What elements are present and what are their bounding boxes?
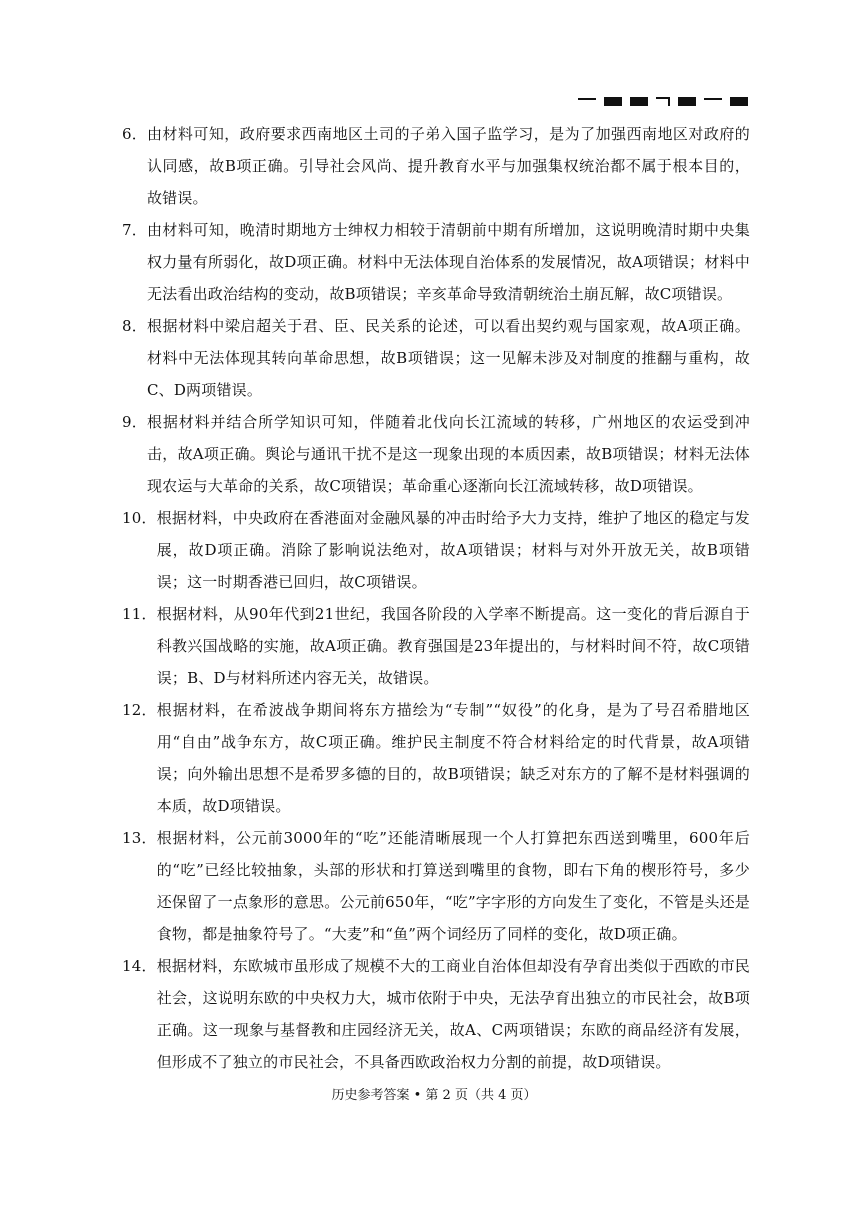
mark-hook bbox=[656, 97, 670, 106]
answer-text: 根据材料，公元前3000年的“吃”还能清晰展现一个人打算把东西送到嘴里，600年后的“吃”已经比较抽象，头部的形状和打算送到嘴里的食物，即右下角的楔形符号，多少还保留了一点象形的意思。公元前650年，“吃”字字形的方向发生了变化，不管是头还是食物，都是抽象符号了。“大麦”和“鱼”两个词经历了同样的变化，故D项正确。 bbox=[156, 829, 750, 943]
answer-item-9 bbox=[122, 406, 750, 502]
answer-text: 根据材料，在希波战争期间将东方描绘为“专制”“奴役”的化身，是为了号召希腊地区用“自由”战争东方，故C项正确。维护民主制度不符合材料给定的时代背景，故A项错误；向外输出思想不是希罗多德的目的，故B项错误；缺乏对东方的了解不是材料强调的本质，故D项错误。 bbox=[156, 701, 750, 815]
mark-block bbox=[678, 97, 696, 106]
answer-item-12 bbox=[122, 694, 750, 822]
answer-item-11 bbox=[122, 598, 750, 694]
answer-item-14 bbox=[122, 950, 750, 1078]
mark-dash bbox=[578, 98, 596, 100]
answer-text: 由材料可知，政府要求西南地区土司的子弟入国子监学习，是为了加强西南地区对政府的认同感，故B项正确。引导社会风尚、提升教育水平与加强集权统治都不属于根本目的，故错误。 bbox=[146, 125, 750, 207]
answer-number: 8． bbox=[122, 317, 147, 335]
answer-number: 13． bbox=[122, 829, 157, 847]
answer-number: 10． bbox=[122, 509, 157, 527]
answer-text: 根据材料，东欧城市虽形成了规模不大的工商业自治体但却没有孕育出类似于西欧的市民社会，这说明东欧的中央权力大，城市依附于中央，无法孕育出独立的市民社会，故B项正确。这一现象与基督教和庄园经济无关，故A、C两项错误；东欧的商品经济有发展，但形成不了独立的市民社会，不具备西欧政治权力分割的前提，故D项错误。 bbox=[156, 957, 750, 1071]
answer-number: 9． bbox=[122, 413, 147, 431]
answer-item-6 bbox=[122, 118, 750, 214]
answer-item-10 bbox=[122, 502, 750, 598]
mark-block bbox=[630, 97, 648, 106]
answer-text: 根据材料并结合所学知识可知，伴随着北伐向长江流域的转移，广州地区的农运受到冲击，故A项正确。舆论与通讯干扰不是这一现象出现的本质因素，故B项错误；材料无法体现农运与大革命的关系，故C项错误；革命重心逐渐向长江流域转移，故D项错误。 bbox=[146, 413, 750, 495]
mark-dash bbox=[704, 98, 722, 100]
answer-item-13 bbox=[122, 822, 750, 950]
answer-number: 12． bbox=[122, 701, 157, 719]
mark-block bbox=[604, 97, 622, 106]
answer-number: 14． bbox=[122, 957, 157, 975]
answer-number: 7． bbox=[122, 221, 147, 239]
answer-item-8 bbox=[122, 310, 750, 406]
answer-text: 根据材料，从90年代到21世纪，我国各阶段的入学率不断提高。这一变化的背后源自于科教兴国战略的实施，故A项正确。教育强国是23年提出的，与材料时间不符，故C项错误；B、D与材料所述内容无关，故错误。 bbox=[156, 605, 750, 687]
answer-number: 6． bbox=[122, 125, 147, 143]
answer-number: 11． bbox=[122, 605, 157, 623]
mark-block bbox=[730, 97, 748, 106]
page-footer: 历史参考答案 • 第 2 页（共 4 页） bbox=[331, 1088, 537, 1103]
answer-text: 根据材料，中央政府在香港面对金融风暴的冲击时给予大力支持，维护了地区的稳定与发展，故D项正确。消除了影响说法绝对，故A项错误；材料与对外开放无关，故B项错误；这一时期香港已回归，故C项错误。 bbox=[156, 509, 750, 591]
answer-item-7 bbox=[122, 214, 750, 310]
answer-list bbox=[122, 118, 750, 1078]
answer-text: 根据材料中梁启超关于君、臣、民关系的论述，可以看出契约观与国家观，故A项正确。材料中无法体现其转向革命思想，故B项错误；这一见解未涉及对制度的推翻与重构，故C、D两项错误。 bbox=[146, 317, 750, 399]
header-barcode-mark bbox=[578, 97, 748, 107]
answer-text: 由材料可知，晚清时期地方士绅权力相较于清朝前中期有所增加，这说明晚清时期中央集权力量有所弱化，故D项正确。材料中无法体现自治体系的发展情况，故A项错误；材料中无法看出政治结构的变动，故B项错误；辛亥革命导致清朝统治土崩瓦解，故C项错误。 bbox=[146, 221, 750, 303]
